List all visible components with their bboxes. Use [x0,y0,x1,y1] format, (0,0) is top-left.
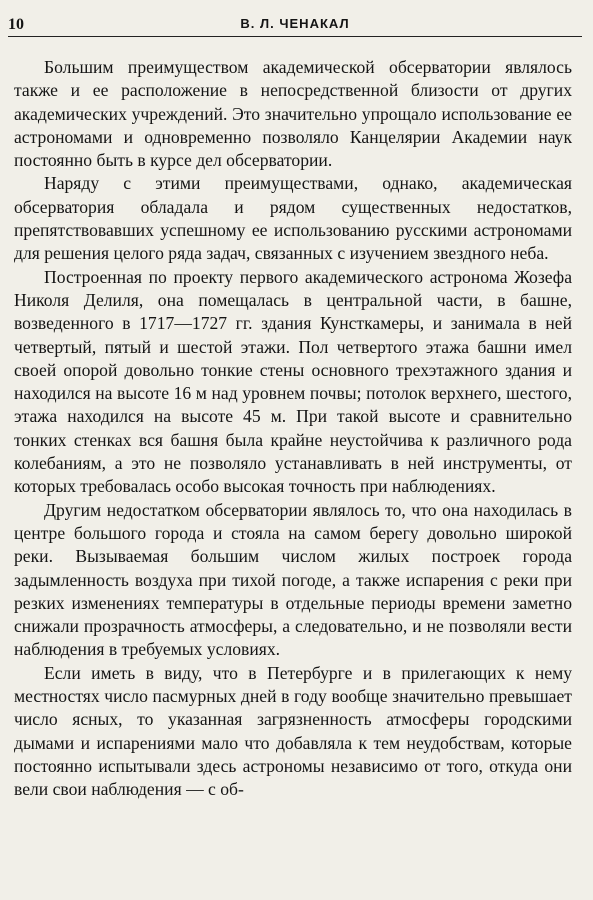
paragraph-4: Другим недостатком обсерватории являлось то, что она находилась в центре большого города и стояла на самом берегу довольно широкой реки. Вызываемая большим числом жилых построек города задымленность воздуха при тихой погоде, а также испарения с реки при резких изменениях температуры в отдельные периоды времени заметно снижали прозрачность атмосферы, а следовательно, и не позволяли вести наблюдения в требуемых условиях. [14,499,572,660]
page-number: 10 [8,16,24,33]
running-title: В. Л. ЧЕНАКАЛ [240,16,350,31]
paragraph-2: Наряду с этими преимуществами, однако, академическая обсерватория обладала и рядом существенных недостатков, препятствовавших успешному ее использованию русскими астрономами для решения целого ряда задач, связанных с изучением звездного неба. [14,173,572,264]
body-text [14,56,572,802]
paragraph-5: Если иметь в виду, что в Петербурге и в прилегающих к нему местностях число пасмурных дней в году вообще значительно превышает число ясных, то указанная загрязненность атмосферы городскими дымами и испарениями мало что добавляла к тем неудобствам, которые постоянно испытывали здесь астрономы независимо от того, откуда они вели свои наблюдения — с об- [14,662,572,800]
page-header [8,14,582,37]
paragraph-1: Большим преимуществом академической обсерватории являлось также и ее расположение в непосредственной близости от других академических учреждений. Это значительно упрощало использование ее астрономами и одновременно позволяло Канцелярии Академии наук постоянно быть в курсе дел обсерватории. [14,57,572,171]
paragraph-3: Построенная по проекту первого академического астронома Жозефа Николя Делиля, она помещалась в центральной части, в башне, возведенного в 1717—1727 гг. здания Кунсткамеры, и занимала в ней четвертый, пятый и шестой этажи. Пол четвертого этажа башни имел своей опорой довольно тонкие стены основного трехэтажного здания и находился на высоте 16 м над уровнем почвы; потолок верхнего, шестого, этажа находился на высоте 45 м. При такой высоте и сравнительно тонких стенках вся башня была крайне неустойчива к различного рода колебаниям, а это не позволяло устанавливать в ней инструменты, от которых требовалась особо высокая точность при наблюдениях. [14,266,572,497]
